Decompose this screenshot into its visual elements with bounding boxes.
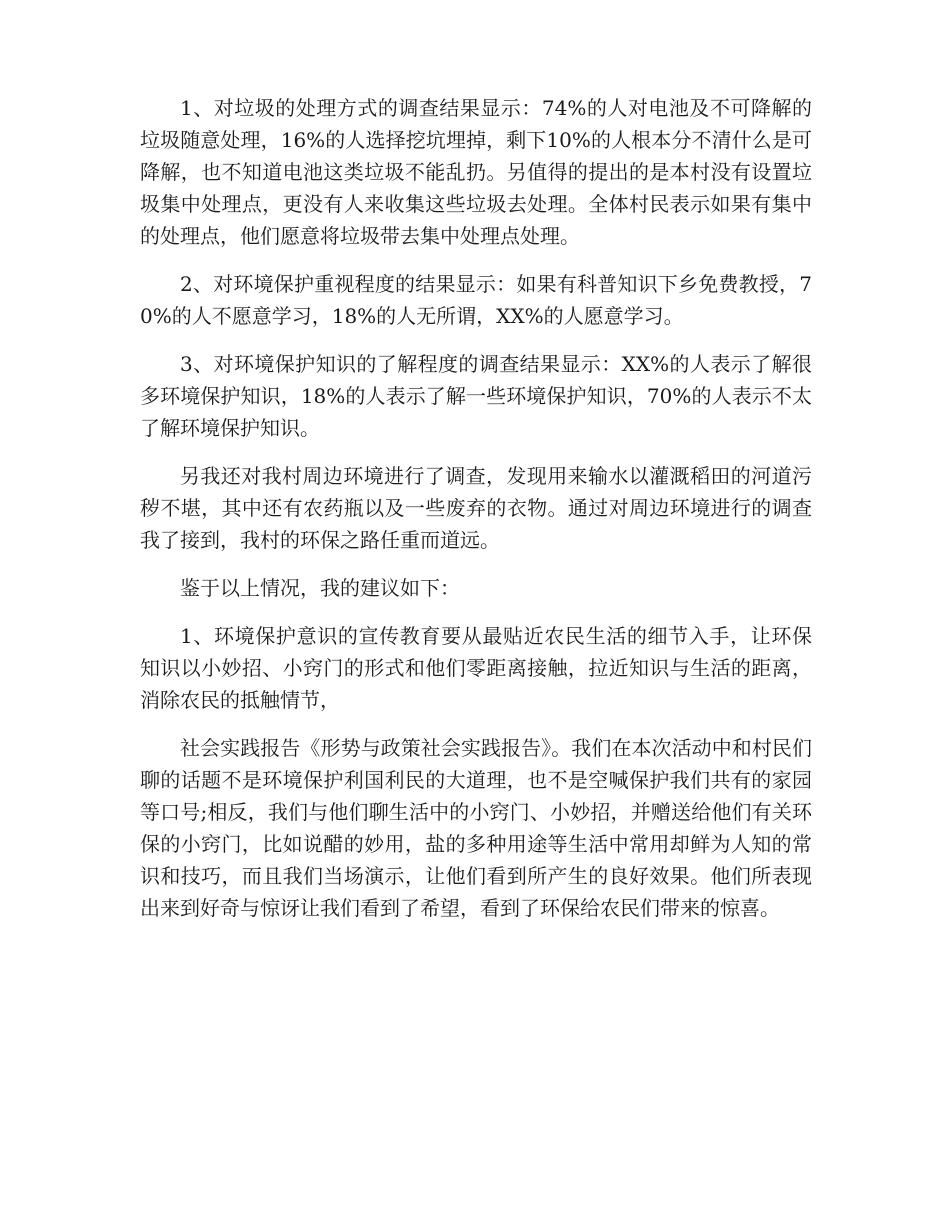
paragraph-practice-report: 社会实践报告《形势与政策社会实践报告》。我们在本次活动中和村民们聊的话题不是环境保护利国利民的大道理，也不是空喊保护我们共有的家园等口号;相反，我们与他们聊生活中的小窍门、小妙招，并赠送给他们有关环保的小窍门，比如说醋的妙用，盐的多种用途等生活中常用却鲜为人知的常识和技巧，而且我们当场演示，让他们看到所产生的良好效果。他们所表现出来到好奇与惊讶让我们看到了希望，看到了环保给农民们带来的惊喜。 [140, 736, 812, 920]
paragraph-importance-survey: 2、对环境保护重视程度的结果显示：如果有科普知识下乡免费教授，70%的人不愿意学习，18%的人无所谓，XX%的人愿意学习。 [140, 272, 812, 328]
document-body [140, 92, 812, 940]
paragraph-surroundings-survey: 另我还对我村周边环境进行了调查，发现用来输水以灌溉稻田的河道污秽不堪，其中还有农药瓶以及一些废弃的衣物。通过对周边环境进行的调查我了接到，我村的环保之路任重而道远。 [140, 464, 812, 552]
paragraph-suggestions-intro: 鉴于以上情况，我的建议如下： [180, 576, 460, 600]
paragraph-knowledge-survey: 3、对环境保护知识的了解程度的调查结果显示：XX%的人表示了解很多环境保护知识，18%的人表示了解一些环境保护知识，70%的人表示不太了解环境保护知识。 [140, 352, 812, 440]
paragraph-suggestion-1: 1、环境保护意识的宣传教育要从最贴近农民生活的细节入手，让环保知识以小妙招、小窍门的形式和他们零距离接触，拉近知识与生活的距离，消除农民的抵触情节， [140, 624, 812, 712]
paragraph-garbage-survey: 1、对垃圾的处理方式的调查结果显示：74%的人对电池及不可降解的垃圾随意处理，16%的人选择挖坑埋掉，剩下10%的人根本分不清什么是可降解，也不知道电池这类垃圾不能乱扔。另值得的提出的是本村没有设置垃圾集中处理点，更没有人来收集这些垃圾去处理。全体村民表示如果有集中的处理点，他们愿意将垃圾带去集中处理点处理。 [140, 96, 812, 248]
